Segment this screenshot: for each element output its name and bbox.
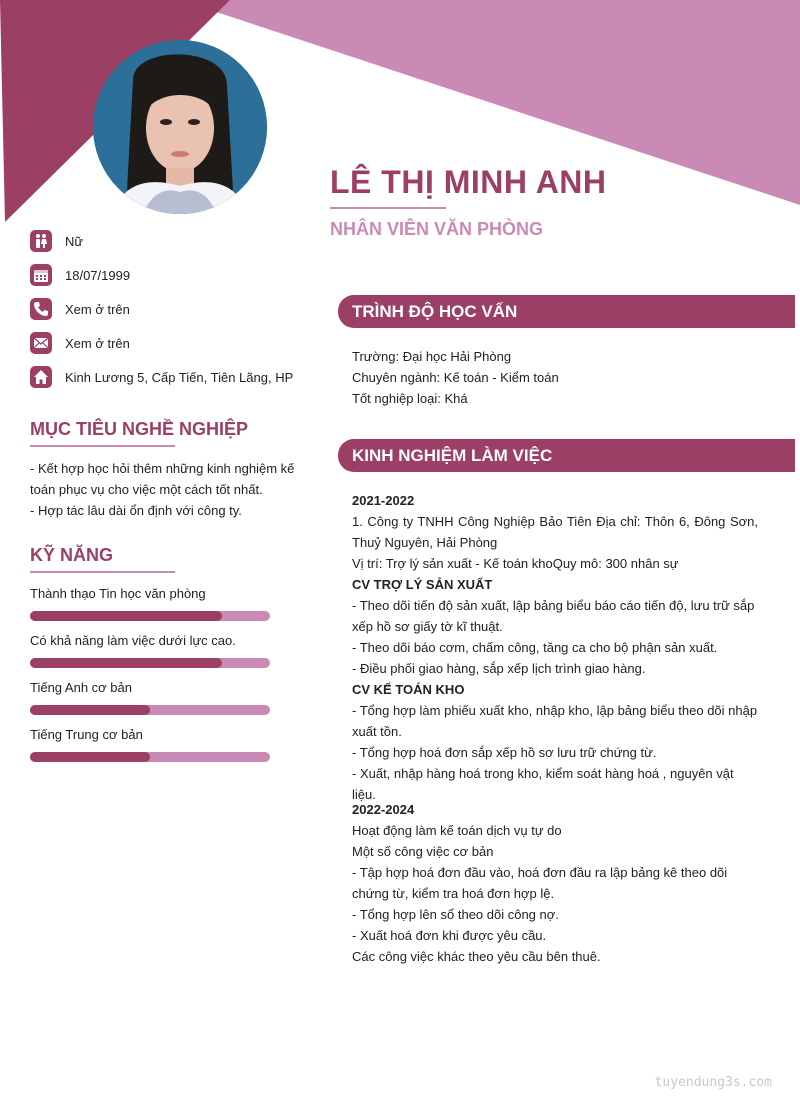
objective-line: - Hợp tác lâu dài ổn định với công ty. [30,503,242,518]
contact-list [30,224,293,394]
skill-bar [30,658,270,668]
skill-item [30,633,270,668]
profile-photo [93,40,267,214]
skills-underline [30,571,175,573]
skill-bar [30,611,270,621]
job-line: - Tập hợp hoá đơn đầu vào, hoá đơn đầu ra lập bảng kê theo dõi chứng từ, kiểm tra hoá đơn hợp lệ. [352,865,728,901]
education-line: Tốt nghiệp loại: Khá [352,391,468,406]
role-duty: - Theo dõi báo cơm, chấm công, tăng ca cho bộ phận sản xuất. [352,640,718,655]
education-details [352,346,758,409]
job-line: - Xuất hoá đơn khi được yêu cầu. [352,928,547,943]
skill-item [30,680,270,715]
skill-item [30,727,270,762]
job-period: 2022-2024 [352,802,415,817]
role-duty: - Tổng hợp hoá đơn sắp xếp hồ sơ lưu trữ chứng từ. [352,745,657,760]
phone-icon [30,298,52,320]
address-text: Kinh Lương 5, Cấp Tiến, Tiên Lãng, HP [65,369,294,385]
job-line: Hoạt động làm kế toán dịch vụ tự do [352,823,562,838]
objective-text [30,458,302,521]
email-text: Xem ở trên [65,335,130,351]
skill-label: Thành thạo Tin học văn phòng [30,586,206,601]
job-position: Vị trí: Trợ lý sản xuất - Kế toán khoQuy mô: 300 nhân sự [352,556,679,571]
phone-text: Xem ở trên [65,301,130,317]
skills-heading: KỸ NĂNG [30,545,114,565]
job-line: Các công việc khác theo yêu cầu bên thuê. [352,949,601,964]
job-line: - Tổng hợp lên sổ theo dõi công nợ. [352,907,559,922]
role-title: CV TRỢ LÝ SẢN XUẤT [352,577,493,592]
contact-phone [30,292,293,326]
role-duty: - Theo dõi tiến độ sản xuất, lập bảng biểu báo cáo tiến độ, lưu trữ sắp xếp hồ sơ giấy tờ kĩ thuật. [352,598,755,634]
birthday-text: 18/07/1999 [65,267,131,283]
candidate-name: LÊ THỊ MINH ANH [330,164,607,200]
role-title: CV KẾ TOÁN KHO [352,682,465,697]
contact-birthday [30,258,293,292]
name-underline [330,207,446,209]
education-line: Chuyên ngành: Kế toán - Kiểm toán [352,370,559,385]
home-icon [30,366,52,388]
experience-heading: KINH NGHIỆM LÀM VIỆC [338,439,795,472]
gender-text: Nữ [65,233,84,249]
skill-bar-fill [30,611,222,621]
experience-job-1 [352,490,758,805]
education-line: Trường: Đại học Hải Phòng [352,349,512,364]
education-heading: TRÌNH ĐỘ HỌC VẤN [338,295,795,328]
objective-line: - Kết hợp học hỏi thêm những kinh nghiệm kế toán phục vụ cho việc một cách tốt nhất. [30,461,295,497]
skill-label: Tiếng Trung cơ bản [30,727,143,742]
role-duty: - Điều phối giao hàng, sắp xếp lịch trình giao hàng. [352,661,646,676]
job-period: 2021-2022 [352,493,415,508]
contact-address [30,360,293,394]
job-company: 1. Công ty TNHH Công Nghiệp Bảo Tiên Địa chỉ: Thôn 6, Đông Sơn, Thuỷ Nguyên, Hải Phòng [352,514,758,550]
contact-gender [30,224,293,258]
objective-underline [30,445,175,447]
skill-bar [30,752,270,762]
role-duty: - Tổng hợp làm phiếu xuất kho, nhập kho, lập bảng biểu theo dõi nhập xuất tồn. [352,703,758,739]
skill-label: Tiếng Anh cơ bản [30,680,133,695]
skill-item [30,586,270,621]
skill-bar-fill [30,658,222,668]
email-icon [30,332,52,354]
calendar-icon [30,264,52,286]
gender-icon [30,230,52,252]
role-duty: - Xuất, nhập hàng hoá trong kho, kiểm soát hàng hoá , nguyên vật liệu. [352,766,734,802]
job-title: NHÂN VIÊN VĂN PHÒNG [330,219,544,239]
experience-job-2 [352,799,758,967]
contact-email [30,326,293,360]
skill-bar-fill [30,705,150,715]
job-line: Một số công việc cơ bản [352,844,494,859]
skill-bar-fill [30,752,150,762]
skill-bar [30,705,270,715]
skill-label: Có khả năng làm việc dưới lực cao. [30,633,236,648]
watermark: tuyendung3s.com [654,1075,772,1090]
objective-heading: MỤC TIÊU NGHỀ NGHIỆP [30,419,249,439]
